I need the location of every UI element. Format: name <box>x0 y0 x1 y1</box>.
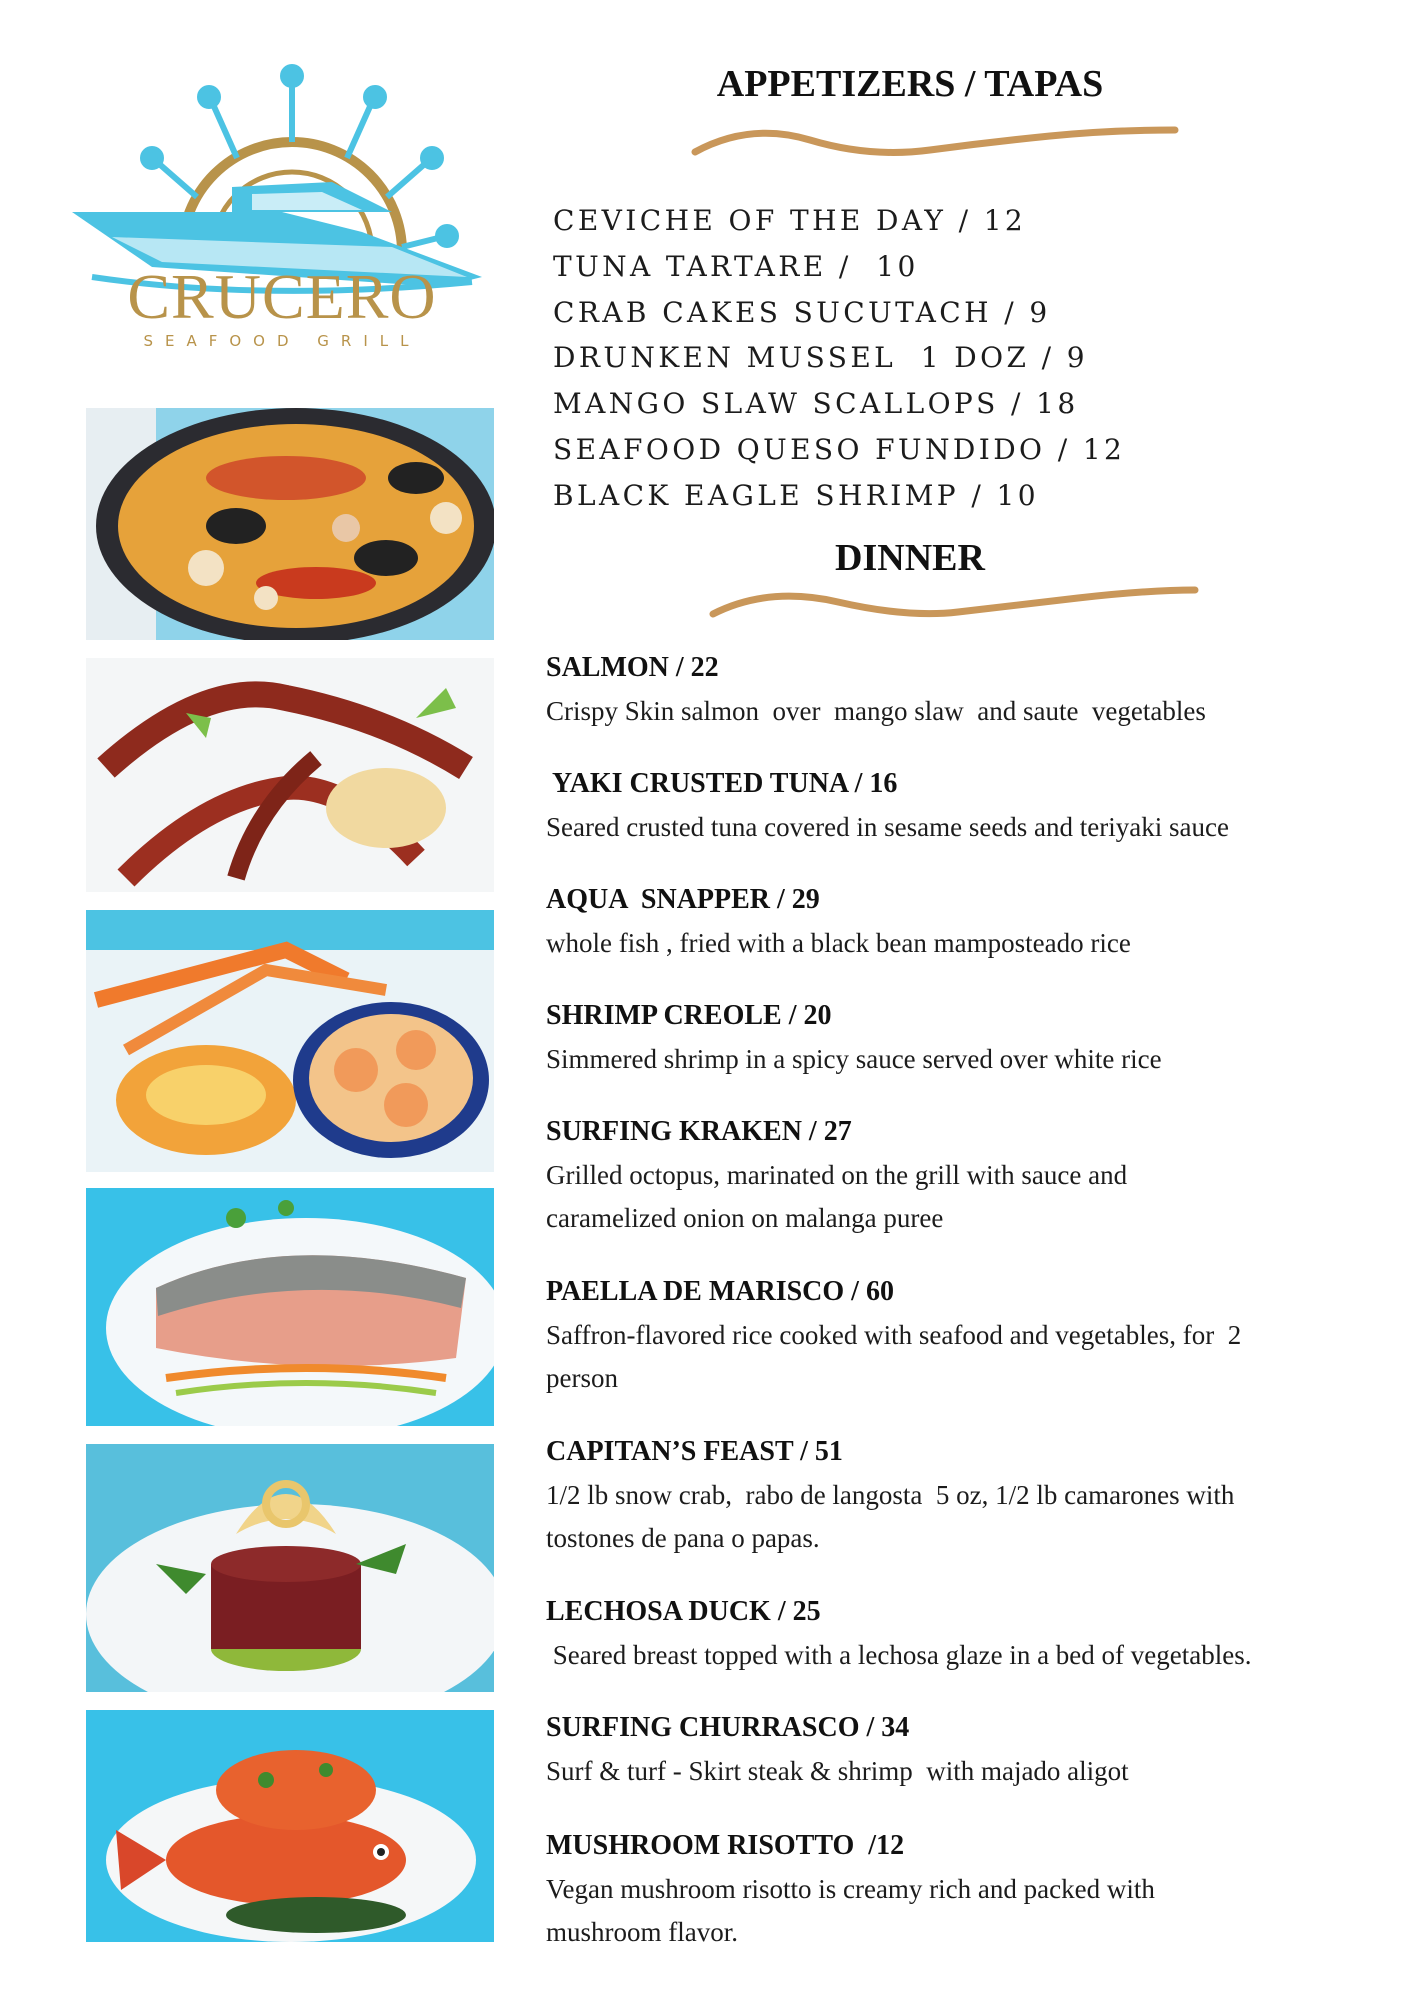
dinner-item <box>546 1114 1346 1240</box>
dinner-item <box>546 998 1346 1081</box>
dish-description: Vegan mushroom risotto is creamy rich and packed with mushroom flavor. <box>546 1874 1155 1947</box>
dish-title: AQUA SNAPPER / 29 <box>546 884 820 915</box>
dish-description: 1/2 lb snow crab, rabo de langosta 5 oz, 1/2 lb camarones with tostones de pana o papas. <box>546 1480 1235 1553</box>
brand-name: CRUCERO <box>127 261 437 332</box>
appetizer-item: CEVICHE OF THE DAY / 12 <box>553 204 1027 237</box>
dish-description: Seared breast topped with a lechosa glaze in a bed of vegetables. <box>546 1640 1252 1670</box>
crab-shrimp-photo <box>86 910 494 1172</box>
dish-title: MUSHROOM RISOTTO /12 <box>546 1830 905 1861</box>
dinner-title: DINNER <box>835 537 985 579</box>
appetizer-item: BLACK EAGLE SHRIMP / 10 <box>553 478 1039 512</box>
appetizer-item: MANGO SLAW SCALLOPS / 18 <box>553 387 1079 421</box>
crab-and-shrimp-icon <box>86 910 494 1172</box>
appetizer-list <box>553 198 1125 519</box>
appetizers-title: APPETIZERS / TAPAS <box>716 63 1104 105</box>
dish-title: YAKI CRUSTED TUNA / 16 <box>546 768 898 799</box>
appetizer-item: CRAB CAKES SUCUTACH / 9 <box>553 295 1051 329</box>
octopus-icon <box>86 658 494 892</box>
grilled-octopus-photo <box>86 658 494 892</box>
dish-title: SURFING KRAKEN / 27 <box>546 1116 852 1147</box>
appetizer-item: TUNA TARTARE / 10 <box>553 249 919 283</box>
dinner-item <box>546 1274 1346 1400</box>
dinner-item <box>546 882 1346 965</box>
salmon-fillet-icon <box>86 1188 494 1426</box>
dish-description: Surf & turf - Skirt steak & shrimp with majado aligot <box>546 1756 1129 1786</box>
dish-description: Grilled octopus, marinated on the grill with sauce and caramelized onion on malanga puree <box>546 1160 1128 1233</box>
dinner-item <box>546 1594 1346 1677</box>
tuna-tartare-photo <box>86 1444 494 1692</box>
dinner-item <box>546 1828 1346 1954</box>
dinner-item <box>546 1710 1346 1793</box>
decorative-swash-icon <box>690 122 1180 172</box>
dish-title: SURFING CHURRASCO / 34 <box>546 1712 910 1743</box>
dish-title: SHRIMP CREOLE / 20 <box>546 1000 832 1031</box>
salmon-photo <box>86 1188 494 1426</box>
dish-description: Crispy Skin salmon over mango slaw and saute vegetables <box>546 696 1206 726</box>
appetizer-item: DRUNKEN MUSSEL 1 DOZ / 9 <box>553 341 1088 375</box>
whole-fish-icon <box>86 1710 494 1942</box>
dish-title: CAPITAN’S FEAST / 51 <box>546 1436 843 1467</box>
dish-title: SALMON / 22 <box>546 652 719 683</box>
dinner-item <box>546 1434 1346 1560</box>
dish-title: PAELLA DE MARISCO / 60 <box>546 1276 894 1307</box>
dish-description: Saffron-flavored rice cooked with seafood and vegetables, for 2 person <box>546 1320 1242 1393</box>
dinner-item <box>546 766 1346 849</box>
paella-photo <box>86 408 494 640</box>
dish-description: Seared crusted tuna covered in sesame seeds and teriyaki sauce <box>546 812 1229 842</box>
fried-snapper-photo <box>86 1710 494 1942</box>
dish-description: whole fish , fried with a black bean mamposteado rice <box>546 928 1131 958</box>
paella-pan-icon <box>86 408 494 640</box>
dinner-item <box>546 650 1346 733</box>
tuna-tower-icon <box>86 1444 494 1692</box>
decorative-swash-icon <box>708 582 1200 632</box>
dish-title: LECHOSA DUCK / 25 <box>546 1596 821 1627</box>
appetizer-item: SEAFOOD QUESO FUNDIDO / 12 <box>553 432 1126 466</box>
dish-description: Simmered shrimp in a spicy sauce served over white rice <box>546 1044 1162 1074</box>
brand-tagline: SEAFOOD GRILL <box>143 332 421 350</box>
